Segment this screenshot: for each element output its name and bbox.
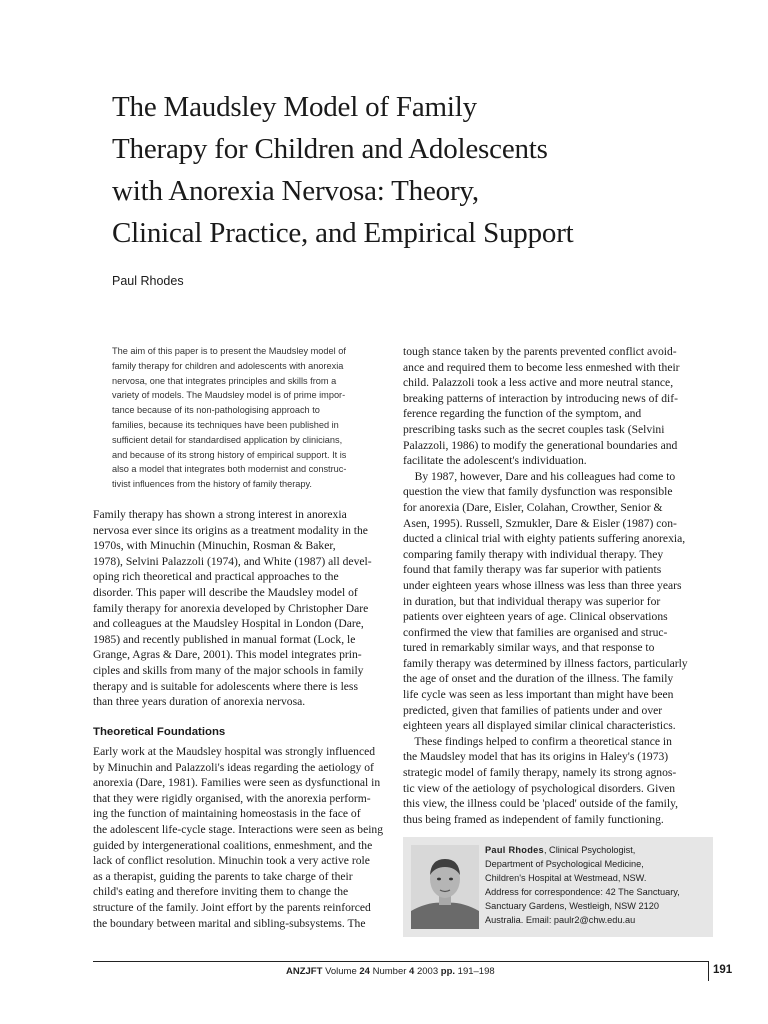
body-line: Asen, 1995). Russell, Szmukler, Dare & Eisler (1987) con-	[403, 516, 677, 530]
body-line: confirmed the view that families are organised and struc-	[403, 625, 668, 639]
body-line: life cycle was seen as less important than might have been	[403, 688, 674, 702]
body-line: eighteen years all displayed similar clinical characteristics.	[403, 719, 676, 733]
abstract-line: families, because its techniques have been published in	[112, 419, 339, 430]
body-line: and colleagues at the Maudsley Hospital in London (Dare,	[93, 617, 364, 631]
body-line: prescribing tasks such as the secret couples task (Selvini	[403, 422, 665, 436]
volume-label: Volume	[325, 966, 357, 977]
abstract-line: The aim of this paper is to present the Maudsley model of	[112, 346, 346, 356]
title-line: with Anorexia Nervosa: Theory,	[112, 175, 479, 207]
right-column	[403, 344, 703, 827]
author-bio-text	[485, 843, 711, 927]
body-line: tured in remarkably similar ways, and that response to	[403, 641, 655, 655]
body-line: under eighteen years whose illness was less than three years	[403, 578, 682, 592]
body-line: Palazzoli, 1986) to modify the generational boundaries and	[403, 438, 678, 452]
body-line: comparing family therapy with individual therapy. They	[403, 547, 664, 561]
body-line: guided by intergenerational coalitions, enmeshment, and the	[93, 838, 373, 852]
issue-number: 4	[409, 966, 415, 977]
section-heading: Theoretical Foundations	[93, 726, 226, 738]
bio-line: Children's Hospital at Westmead, NSW.	[485, 873, 647, 883]
abstract-line: tance because of its non-pathologising approach to	[112, 405, 320, 416]
abstract-line: nervosa, one that integrates principles and skills from a	[112, 375, 337, 386]
body-line: ference regarding the function of the symptom, and	[403, 407, 642, 421]
body-line: anorexia (Dare, 1981). Families were seen as dysfunctional in	[93, 776, 381, 790]
title-line: Therapy for Children and Adolescents	[112, 133, 548, 165]
volume-number: 24	[359, 966, 370, 977]
body-line: family therapy was determined by illness factors, particularly	[403, 656, 688, 670]
abstract-line: tivist influences from the history of family therapy.	[112, 479, 312, 490]
body-line: therapy and is suitable for adolescents where there is less	[93, 679, 358, 693]
intro-paragraph	[93, 507, 393, 710]
body-line: for anorexia (Dare, Eisler, Colahan, Crowther, Senior &	[403, 500, 663, 514]
body-line: ance and required them to become less enmeshed with their	[403, 360, 680, 374]
body-line: the age of onset and the duration of the illness. The family	[403, 672, 674, 686]
number-label: Number	[372, 966, 407, 977]
pp-label: pp.	[440, 966, 456, 977]
body-line: ciples and skills from many of the major schools in family	[93, 663, 364, 677]
body-line: as a therapist, guiding the parents to take charge of their	[93, 869, 353, 883]
bio-role: , Clinical Psychologist,	[543, 845, 636, 855]
bio-name: Paul Rhodes	[485, 845, 544, 855]
body-line: strategic model of family therapy, namely its strong agnos-	[403, 766, 677, 780]
bio-line: Sanctuary Gardens, Westleigh, NSW 2120	[485, 901, 659, 911]
body-line: facilitate the adolescent's individuation.	[403, 454, 587, 468]
body-line: ing the function of maintaining homeostasis in the face of	[93, 807, 361, 821]
body-line: than three years duration of anorexia nervosa.	[93, 695, 306, 709]
body-line: child. Palazzoli took a less active and more neutral stance,	[403, 376, 674, 390]
body-line: ducted a clinical trial with eighty patients suffering anorexia,	[403, 532, 686, 546]
body-line: this view, the illness could be 'placed' outside of the family,	[403, 797, 679, 811]
body-line: child's eating and therefore inviting them to change the	[93, 885, 349, 899]
body-line: tic view of the aetiology of psychological disorders. Given	[403, 781, 676, 795]
body-line: nervosa ever since its origins as a treatment modality in the	[93, 523, 368, 537]
body-line: oping rich theoretical and practical approaches to the	[93, 570, 339, 584]
article-title	[112, 86, 672, 254]
author-portrait-icon	[411, 845, 479, 929]
footer-rule	[93, 961, 708, 962]
page-number: 191	[713, 964, 733, 976]
bio-first-line	[485, 843, 711, 857]
body-line: Family therapy has shown a strong interest in anorexia	[93, 508, 347, 521]
body-line: thus being framed as independent of family functioning.	[403, 812, 664, 826]
body-line: Early work at the Maudsley hospital was strongly influenced	[93, 745, 376, 758]
body-line: breaking patterns of interaction by introducing news of dif-	[403, 391, 678, 405]
year: 2003	[416, 966, 439, 977]
bio-line: Australia. Email: paulr2@chw.edu.au	[485, 915, 636, 925]
abstract-line: family therapy for children and adolescents with anorexia	[112, 360, 344, 371]
body-line: disorder. This paper will describe the Maudsley model of	[93, 585, 358, 599]
abstract-line: and because of its strong history of empirical support. It is	[112, 449, 347, 460]
journal-footer	[286, 966, 495, 977]
body-line: By 1987, however, Dare and his colleagues had come to	[403, 469, 676, 483]
footer-page-rule	[708, 961, 709, 981]
abstract-line: variety of models. The Maudsley model is of prime impor-	[112, 390, 346, 401]
body-line: question the view that family dysfunction was responsible	[403, 485, 673, 499]
body-line: in duration, but that individual therapy was superior for	[403, 594, 661, 608]
bio-line: Department of Psychological Medicine,	[485, 859, 644, 869]
body-line: by Minuchin and Palazzoli's ideas regarding the aetiology of	[93, 760, 374, 774]
abstract-line: also a model that integrates both modernist and construc-	[112, 464, 347, 475]
author-name: Paul Rhodes	[112, 274, 184, 288]
body-line: that they were rigidly organised, with the anorexia perform-	[93, 791, 371, 805]
abstract	[112, 344, 384, 492]
abstract-line: sufficient detail for standardised application by clinicians,	[112, 434, 343, 445]
journal-name: ANZJFT	[286, 966, 323, 977]
body-line: 1985) and recently published in manual format (Lock, le	[93, 632, 356, 646]
author-photo	[411, 845, 479, 929]
body-line: Grange, Agras & Dare, 2001). This model integrates prin-	[93, 648, 362, 662]
page-range: 191–198	[457, 966, 495, 977]
body-line: These findings helped to confirm a theoretical stance in	[403, 734, 672, 748]
body-line: 1970s, with Minuchin (Minuchin, Rosman & Baker,	[93, 539, 336, 553]
title-line: The Maudsley Model of Family	[112, 91, 477, 123]
title-line: Clinical Practice, and Empirical Support	[112, 217, 574, 249]
body-line: the boundary between marital and sibling-subsystems. The	[93, 916, 366, 930]
body-line: lack of conflict resolution. Minuchin took a very active role	[93, 854, 370, 868]
foundations-paragraph	[93, 744, 393, 931]
bio-line: Address for correspondence: 42 The Sanctuary,	[485, 887, 680, 897]
body-line: predicted, given that families of patients under and over	[403, 703, 663, 717]
author-bio-box	[403, 837, 713, 937]
body-line: 1978), Selvini Palazzoli (1974), and White (1987) all devel-	[93, 554, 372, 568]
body-line: the adolescent life-cycle stage. Interactions were seen as being	[93, 822, 384, 836]
body-line: structure of the family. Joint effort by the parents reinforced	[93, 900, 371, 914]
body-line: patients over eighteen years of age. Clinical observations	[403, 610, 668, 624]
body-line: found that family therapy was far superior with patients	[403, 563, 662, 577]
body-line: family therapy for anorexia developed by Christopher Dare	[93, 601, 369, 615]
body-line: the Maudsley model that has its origins in Haley's (1973)	[403, 750, 669, 764]
body-line: tough stance taken by the parents prevented conflict avoid-	[403, 345, 677, 358]
